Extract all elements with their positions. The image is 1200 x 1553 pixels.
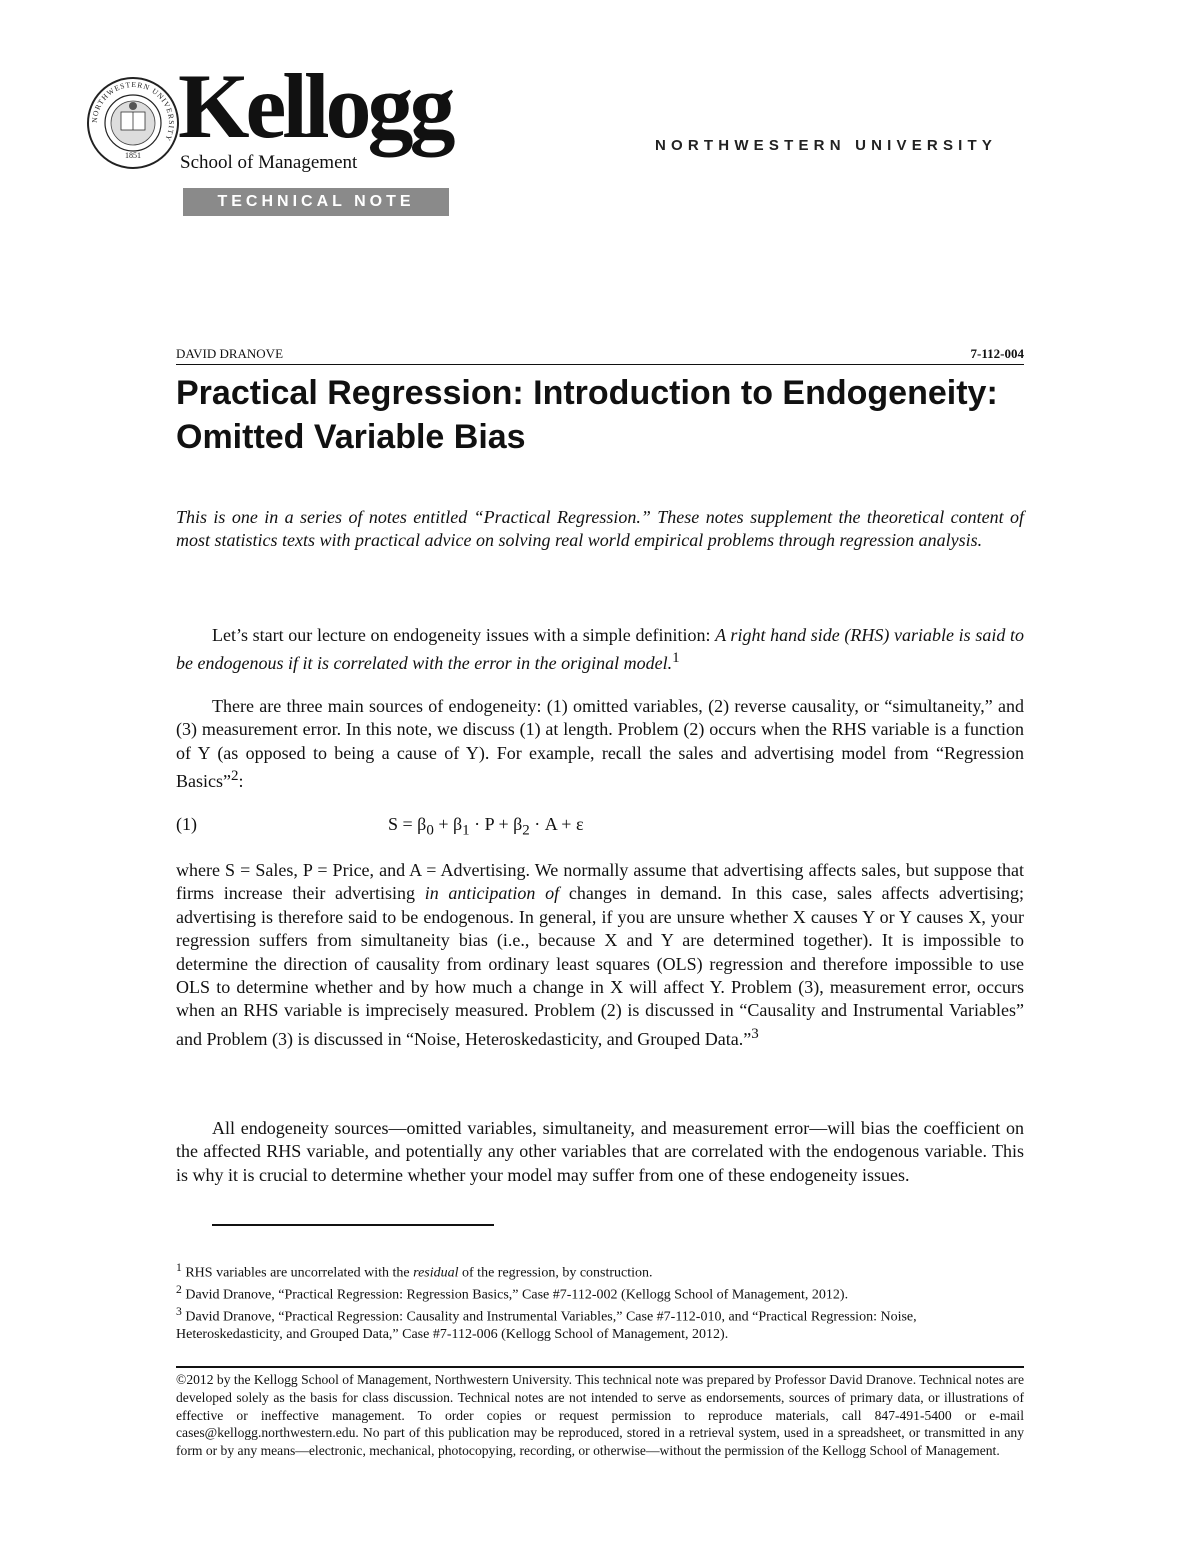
footnote-number: 3 — [176, 1305, 182, 1318]
footnote-ref-3: 3 — [751, 1025, 759, 1042]
footnote-number: 1 — [176, 1261, 182, 1274]
sources-text: There are three main sources of endogeneity: (1) omitted variables, (2) reverse causality, or “simultaneity,” and (3) measurement error. In this note, we discuss (1) at length. Problem (2) occurs when the RHS variable is a function of Y (as opposed to being a cause of Y). For example, recall the sales and advertising model from “Regression Basics” — [176, 696, 1024, 792]
footnote-text: RHS variables are uncorrelated with the — [181, 1265, 414, 1281]
sources-tail: : — [238, 771, 244, 792]
paragraph-sources — [176, 695, 1024, 794]
eq-sub: 2 — [522, 822, 530, 839]
definition-italic: A right hand side (RHS) variable is said to be endogenous if it is correlated with the error in the original model. — [176, 625, 1025, 674]
eq-part: · P + β — [469, 814, 523, 834]
eq-sub: 1 — [462, 822, 470, 839]
copyright-rule — [176, 1366, 1024, 1368]
paragraph-definition — [176, 624, 1024, 676]
eq-part: · A + ε — [529, 814, 584, 834]
school-name: School of Management — [180, 152, 358, 173]
footnote-3 — [176, 1303, 1024, 1343]
paragraph-simultaneity — [176, 859, 1024, 1051]
footnote-number: 2 — [176, 1283, 182, 1296]
simultaneity-text-a: where S = Sales, P = Price, and A = Advertising. We normally assume that advertising affects sales, but suppose that firms increase their advertising — [176, 860, 1024, 904]
footnote-ref-2: 2 — [230, 768, 239, 785]
bias-text: All endogeneity sources—omitted variables, simultaneity, and measurement error—will bias the coefficient on the affected RHS variable, and potentially any other variables that are correlated with the endogenous variable. This is why it is crucial to determine whether your model may suffer from one of these endogeneity issues. — [176, 1118, 1024, 1185]
copyright-notice: ©2012 by the Kellogg School of Management, Northwestern University. This technical note was prepared by Professor David Dranove. Technical notes are developed solely as the basis for class discussion. Technical notes are not intended to serve as endorsements, sources of primary data, or illustrations of effective or ineffective management. To order copies or request permission to reproduce materials, call 847-491-5400 or e-mail cases@kellogg.northwestern.edu. No part of this publication may be reproduced, stored in a retrieval system, used in a spreadsheet, or transmitted in any form or by any means—electronic, mechanical, photocopying, recording, or otherwise—without the permission of the Kellogg School of Management. — [176, 1372, 1024, 1459]
document-title: Practical Regression: Introduction to Endogeneity: Omitted Variable Bias — [176, 374, 998, 456]
seal-year: 1851 — [125, 151, 141, 160]
header-rule — [176, 364, 1024, 365]
footnote-text: of the regression, by construction. — [458, 1265, 653, 1281]
simultaneity-italic: in anticipation of — [424, 883, 560, 904]
eq-sub: 0 — [426, 822, 434, 839]
university-name: NORTHWESTERN UNIVERSITY — [655, 137, 998, 154]
series-intro: This is one in a series of notes entitled “Practical Regression.” These notes supplement the theoretical content of most statistics texts with practical advice on solving real world empirical problems through regression analysis. — [176, 507, 1024, 550]
equation — [388, 814, 584, 840]
author-name: DAVID DRANOVE — [176, 346, 284, 361]
footnote-2 — [176, 1281, 1024, 1304]
seal-ring-text: NORTHWESTERN UNIVERSITY — [89, 79, 177, 144]
definition-lead: Let’s start our lecture on endogeneity issues with a simple definition: — [212, 625, 716, 645]
footnote-ref-1: 1 — [672, 650, 680, 667]
footnote-text: David Dranove, “Practical Regression: Causality and Instrumental Variables,” Case #7-112-010, and “Practical Regression: Noise, Heteroskedasticity, and Grouped Data,” Case #7-112-006 (Kellogg School of Management, 2012). — [176, 1309, 917, 1342]
case-number: 7-112-004 — [970, 346, 1024, 361]
eq-part: S = β — [388, 814, 427, 834]
footnote-rule — [212, 1224, 494, 1226]
footnote-1 — [176, 1259, 1024, 1282]
footnote-text: David Dranove, “Practical Regression: Regression Basics,” Case #7-112-002 (Kellogg School of Management, 2012). — [181, 1287, 849, 1303]
equation-number: (1) — [176, 814, 197, 834]
footnote-italic: residual — [413, 1265, 459, 1281]
eq-part: + β — [433, 814, 463, 834]
kellogg-wordmark: Kellogg — [178, 55, 452, 157]
simultaneity-text-b: changes in demand. In this case, sales affects advertising; advertising is therefore said to be endogenous. In general, if you are unsure whether X causes Y or Y causes X, your regression suffers from simultaneity bias (i.e., because X and Y are determined together). It is impossible to determine the direction of causality from ordinary least squares (OLS) regression and therefore impossible to use OLS to determine whether and by how much a change in X will affect Y. Problem (3), measurement error, occurs when an RHS variable is imprecisely measured. Problem (2) is discussed in “Causality and Instrumental Variables” and Problem (3) is discussed in “Noise, Heteroskedasticity, and Grouped Data.” — [176, 883, 1024, 1049]
paragraph-bias — [176, 1117, 1024, 1187]
technical-note-badge: TECHNICAL NOTE — [183, 188, 449, 216]
university-seal-logo — [86, 76, 180, 170]
